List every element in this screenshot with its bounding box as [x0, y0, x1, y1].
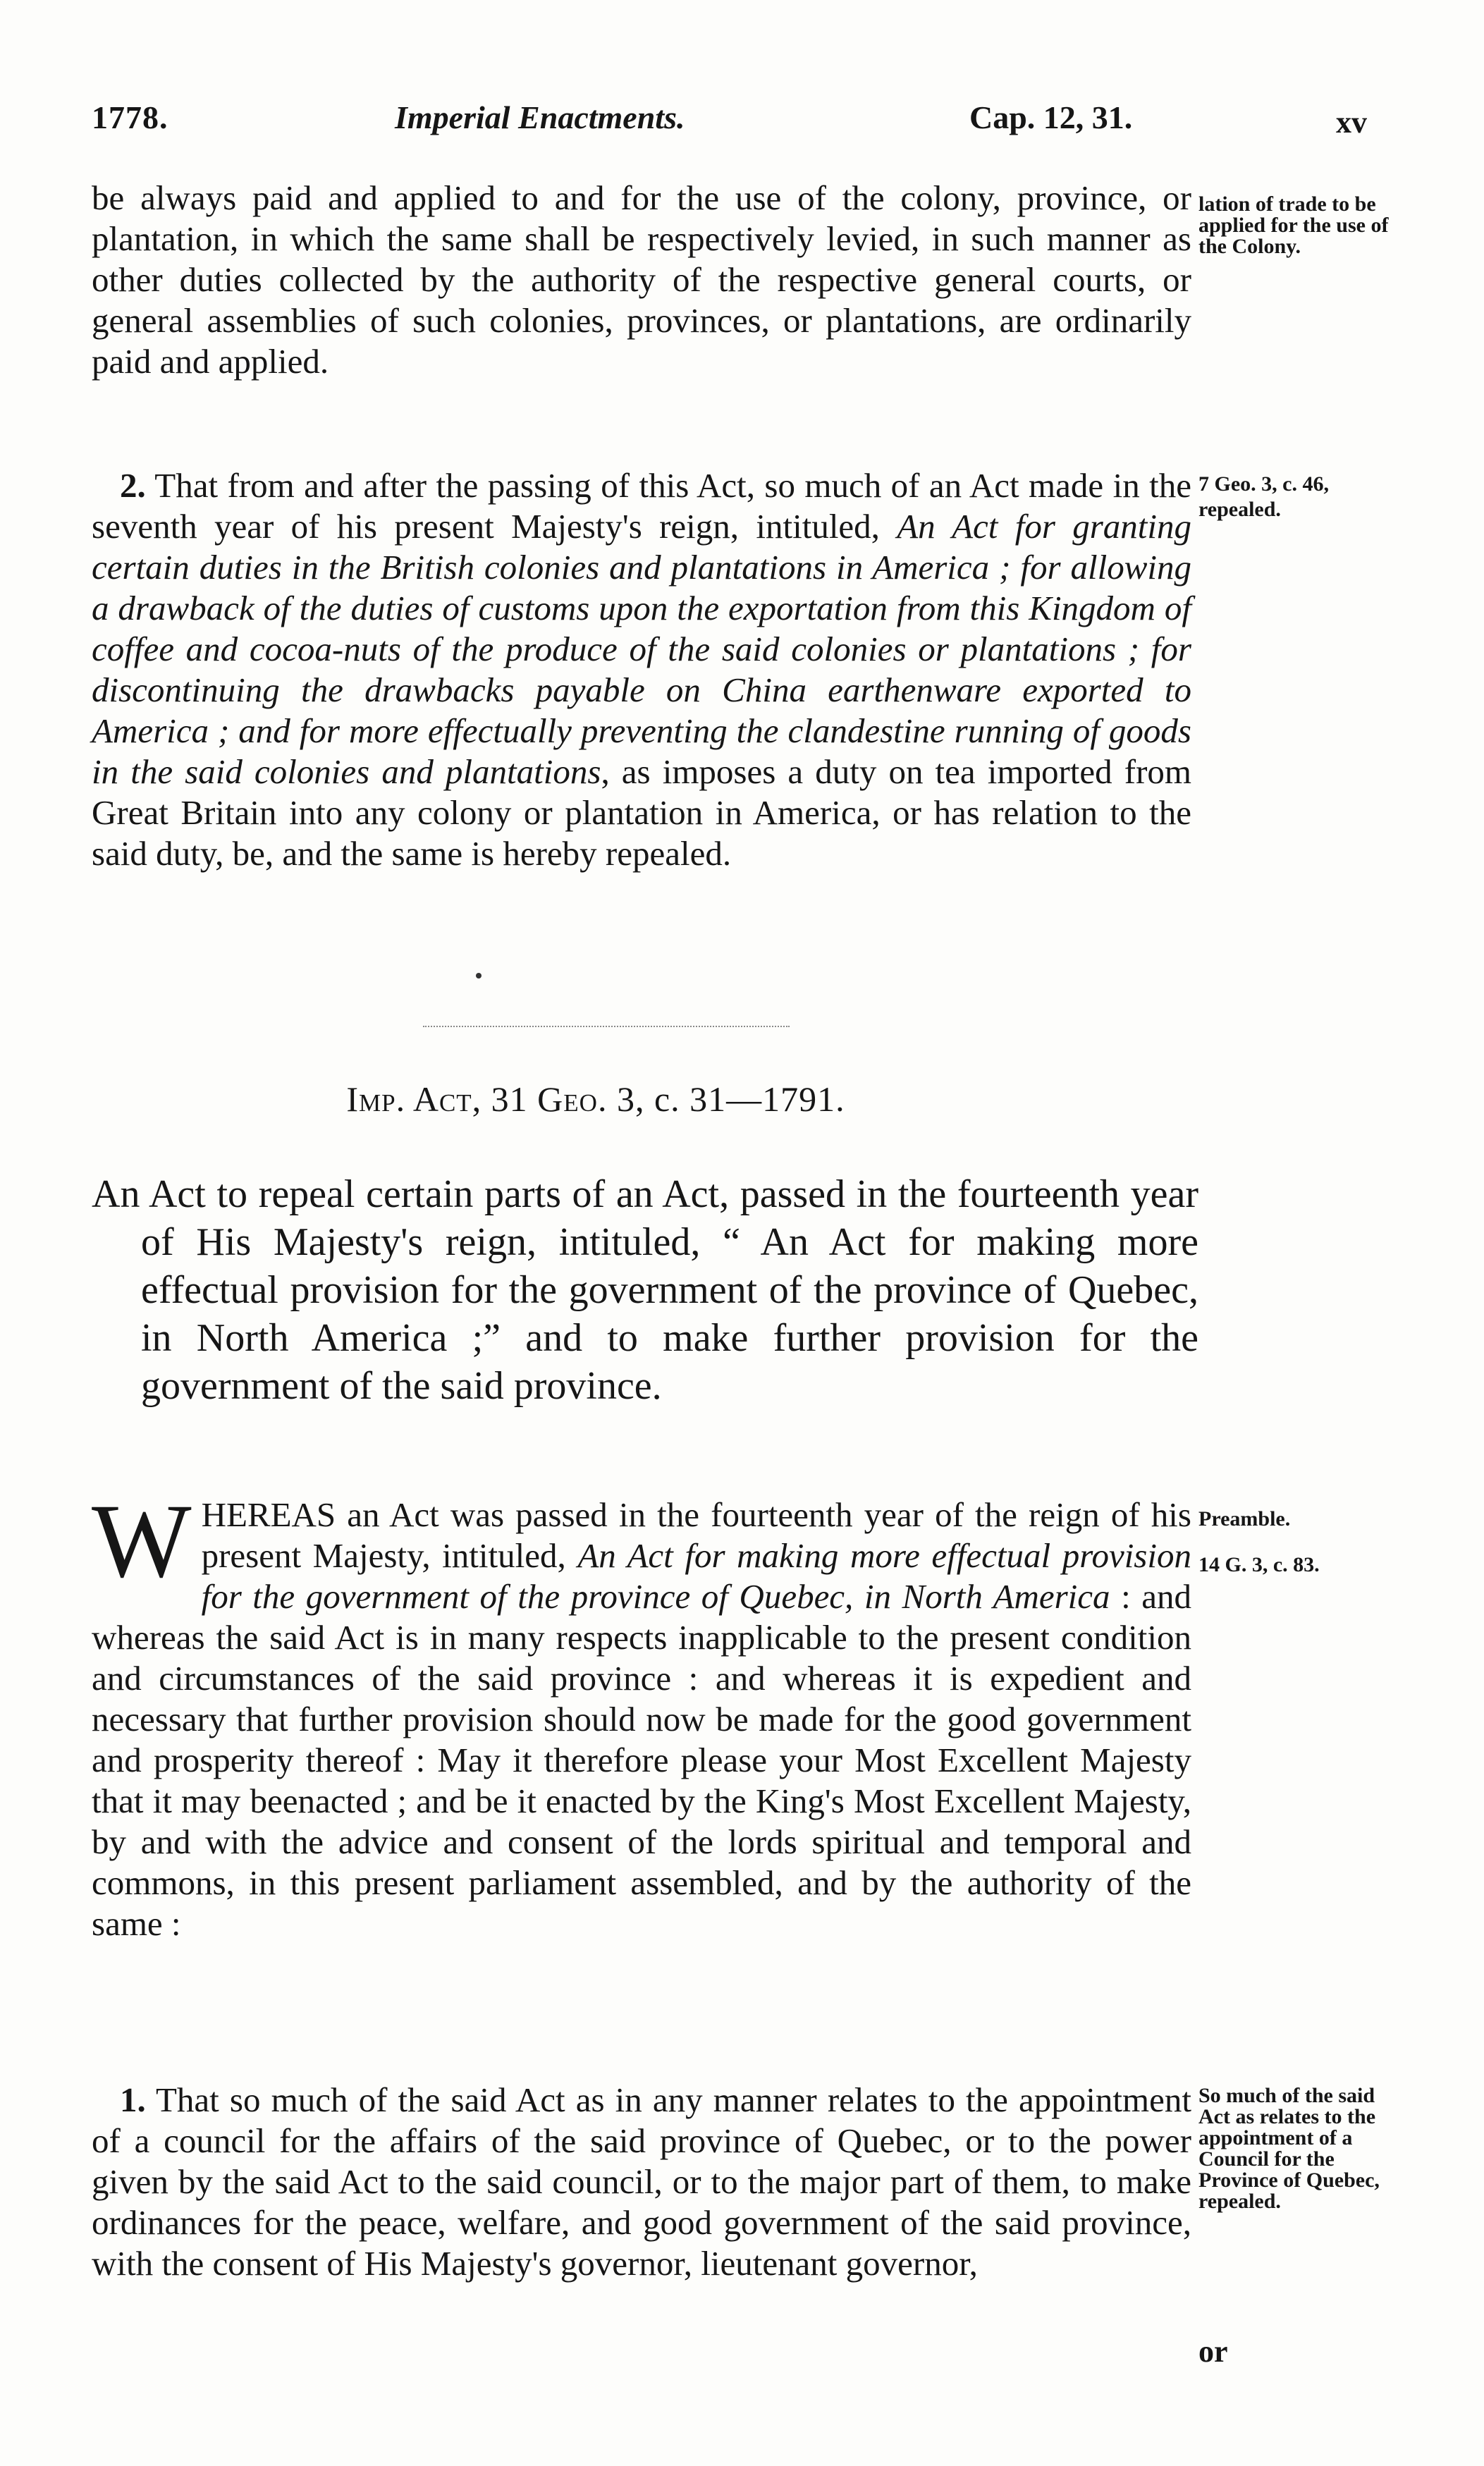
section-1-text: That so much of the said Act as in any manner relates to the appointment of a council for the affairs of the said province of Quebec, or to the power given by the said Act to the said council, or to the major part of them, to make ordinances for the peace, welfare, and good government of the said province, with the consent of His Majesty's governor, lieutenant governor, [92, 2080, 1191, 2283]
paragraph-2-text-b: , as imposes a duty on tea imported from Great Britain into any colony or plantation in America, or has relation to the said duty, be, and the same is hereby repealed. [92, 752, 1192, 873]
section-1-paragraph [92, 2080, 1191, 2284]
act-long-title: An Act to repeal certain parts of an Act, passed in the fourteenth year of His Majesty's reign, intituled, “ An Act for making more effectual provision for the government of the province of Quebec, in North America ;” and to make further provision for the government of the said province. [92, 1172, 1198, 1408]
act-heading [0, 1079, 1191, 1119]
paragraph-1: be always paid and applied to and for the use of the colony, province, or plantation, in which the same shall be respectively levied, in such manner as other duties collected by the authority of the respective general courts, or general assemblies of such colonies, provinces, or plantations, are ordinarily paid and applied. [92, 178, 1191, 381]
drop-cap: W [92, 1483, 192, 1600]
act-heading-end: . 3, c. 31—1791. [597, 1079, 845, 1119]
margin-note-repeal-ref: 7 Geo. 3, c. 46, [1198, 472, 1329, 496]
paragraph-2-italic-title: An Act for granting certain duties in the British colonies and plantations in America ; for allowing a drawback of the duties of customs upon the exportation from this Kingdom of coffee and cocoa-nuts of the produce of the said colonies or plantations ; for discontinuing the drawbacks payable on China earthenware exported to America ; and for more effectually preventing the clandestine running of goods in the said colonies and plantations [92, 507, 1192, 791]
section-divider [423, 1026, 790, 1027]
paragraph-2 [92, 465, 1191, 874]
page-number: xv [1336, 105, 1367, 140]
act-heading-mid: , 31 [472, 1079, 538, 1119]
running-header [0, 99, 1484, 148]
section-number: 2. [120, 466, 146, 505]
margin-note-repealed: repealed. [1198, 498, 1281, 521]
section-1 [92, 2080, 1191, 2284]
preamble [92, 1483, 1191, 1944]
preamble-lead: HEREAS [201, 1495, 336, 1534]
preamble-italic-title: An Act for making more effectual provision for the government of the province of Quebec, in North America [201, 1536, 1191, 1616]
preamble-text-a: an Act was passed in the fourteenth year of the reign of his present Majesty, intituled, [201, 1495, 1191, 1575]
catchword: or [1198, 2334, 1228, 2369]
preamble-text-b: : and whereas the said Act is in many respects inapplicable to the present condition and circumstances of the said province : and whereas it is expedient and necessary that further provision should now be made for the good government and prosperity thereof : May it therefore please your Most Excellent Majesty that it may beenacted ; and be it enacted by the King's Most Excellent Majesty, by and with the advice and consent of the lords spiritual and temporal and commons, in this present parliament assembled, and by the authority of the same : [92, 1577, 1191, 1943]
margin-note-preamble: Preamble. [1198, 1507, 1291, 1530]
section-1-number: 1. [120, 2080, 146, 2119]
continuation-paragraph [92, 178, 1191, 382]
paragraph-2-text-a: That from and after the passing of this Act, so much of an Act made in the seventh year of his present Majesty's reign, intituled, [92, 466, 1191, 546]
margin-note-colony: lation of trade to be applied for the use of the Colony. [1198, 192, 1389, 258]
margin-note-council: So much of the said Act as relates to the appointment of a Council for the Province of Quebec, repealed. [1198, 2084, 1380, 2213]
preamble-paragraph [92, 1483, 1191, 1944]
margin-note-14-geo: 14 G. 3, c. 83. [1198, 1553, 1320, 1576]
stray-mark [476, 973, 482, 979]
header-chapter: Cap. 12, 31. [969, 99, 1133, 135]
section-2 [92, 465, 1191, 874]
header-title: Imperial Enactments. [395, 99, 685, 135]
header-year: 1778. [92, 99, 168, 135]
act-heading-geo: Geo [537, 1079, 598, 1119]
act-heading-imp: Imp. Act [346, 1079, 472, 1119]
